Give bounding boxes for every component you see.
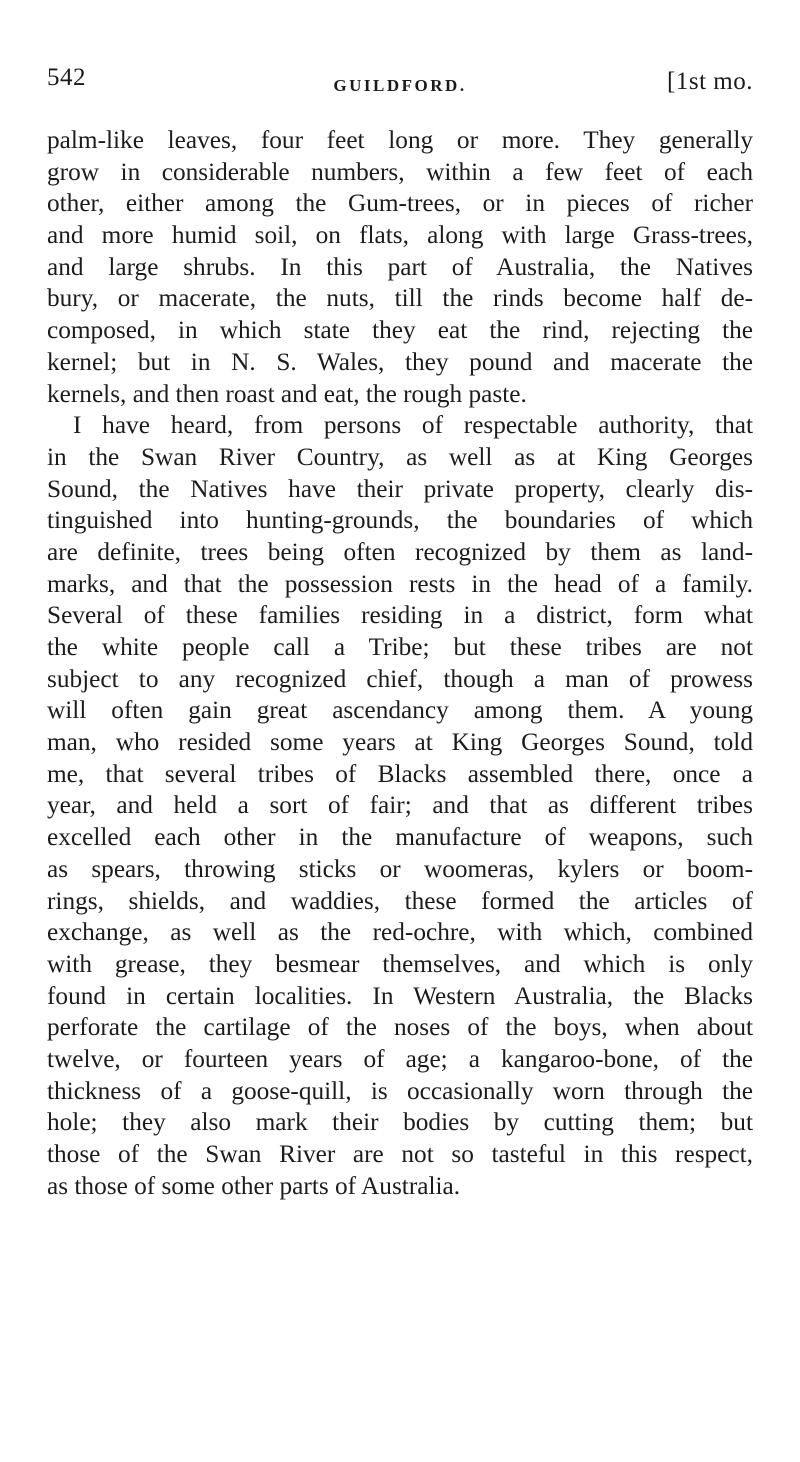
running-head [47, 64, 753, 106]
text-line: those of the Swan River are not so tasteful in this respect, [47, 1140, 753, 1168]
body-text [47, 125, 753, 1202]
text-line: found in certain localities. In Western Australia, the Blacks [47, 981, 753, 1010]
text-line: composed, in which state they eat the rind, rejecting the [47, 316, 753, 345]
text-line: with grease, they besmear themselves, and which is only [47, 949, 753, 978]
text-line: marks, and that the possession rests in the head of a family. [47, 569, 753, 598]
text-line: kernels, and then roast and eat, the rough paste. [47, 379, 527, 408]
text-line: palm-like leaves, four feet long or more. They generally [47, 126, 753, 154]
text-line: and large shrubs. In this part of Australia, the Natives [47, 252, 753, 281]
paragraph-2 [47, 410, 753, 1202]
text-line: tinguished into hunting-grounds, the boundaries of which [47, 506, 753, 535]
text-line: and more humid soil, on flats, along with large Grass-trees, [47, 221, 753, 250]
text-line: will often gain great ascendancy among them. A young [47, 696, 753, 725]
running-head-title: GUILDFORD. [333, 76, 467, 95]
paragraph-1 [47, 125, 753, 410]
text-line: other, either among the Gum-trees, or in pieces of richer [47, 189, 753, 218]
text-line: Several of these families residing in a district, form what [47, 601, 753, 630]
text-line: twelve, or fourteen years of age; a kangaroo-bone, of the [47, 1044, 753, 1073]
text-line: grow in considerable numbers, within a few feet of each [47, 157, 753, 186]
text-line: excelled each other in the manufacture of weapons, such [47, 823, 753, 852]
text-line: me, that several tribes of Blacks assembled there, once a [47, 759, 753, 788]
text-line: Sound, the Natives have their private property, clearly dis- [47, 474, 753, 503]
text-line: are definite, trees being often recognized by them as land- [47, 537, 753, 566]
text-line: kernel; but in N. S. Wales, they pound and macerate the [47, 347, 753, 376]
text-line: I have heard, from persons of respectable authority, that [73, 411, 753, 440]
text-line: rings, shields, and waddies, these formed the articles of [47, 886, 753, 915]
running-head-month: [1st mo. [667, 68, 753, 95]
text-line: year, and held a sort of fair; and that as different tribes [47, 791, 753, 820]
text-line: the white people call a Tribe; but these tribes are not [47, 633, 753, 661]
text-line: exchange, as well as the red-ochre, with which, combined [47, 918, 753, 947]
text-line: bury, or macerate, the nuts, till the rinds become half de- [47, 284, 753, 313]
text-line: as spears, throwing sticks or woomeras, kylers or boom- [47, 854, 753, 883]
text-line: man, who resided some years at King Georges Sound, told [47, 728, 753, 757]
text-line: hole; they also mark their bodies by cutting them; but [47, 1108, 753, 1137]
text-line: in the Swan River Country, as well as at King Georges [47, 442, 753, 471]
text-line: as those of some other parts of Australia. [47, 1171, 461, 1200]
page-number: 542 [47, 64, 86, 91]
text-line: subject to any recognized chief, though a man of prowess [47, 664, 753, 693]
text-line: perforate the cartilage of the noses of the boys, when about [47, 1013, 753, 1042]
text-line: thickness of a goose-quill, is occasionally worn through the [47, 1076, 753, 1105]
